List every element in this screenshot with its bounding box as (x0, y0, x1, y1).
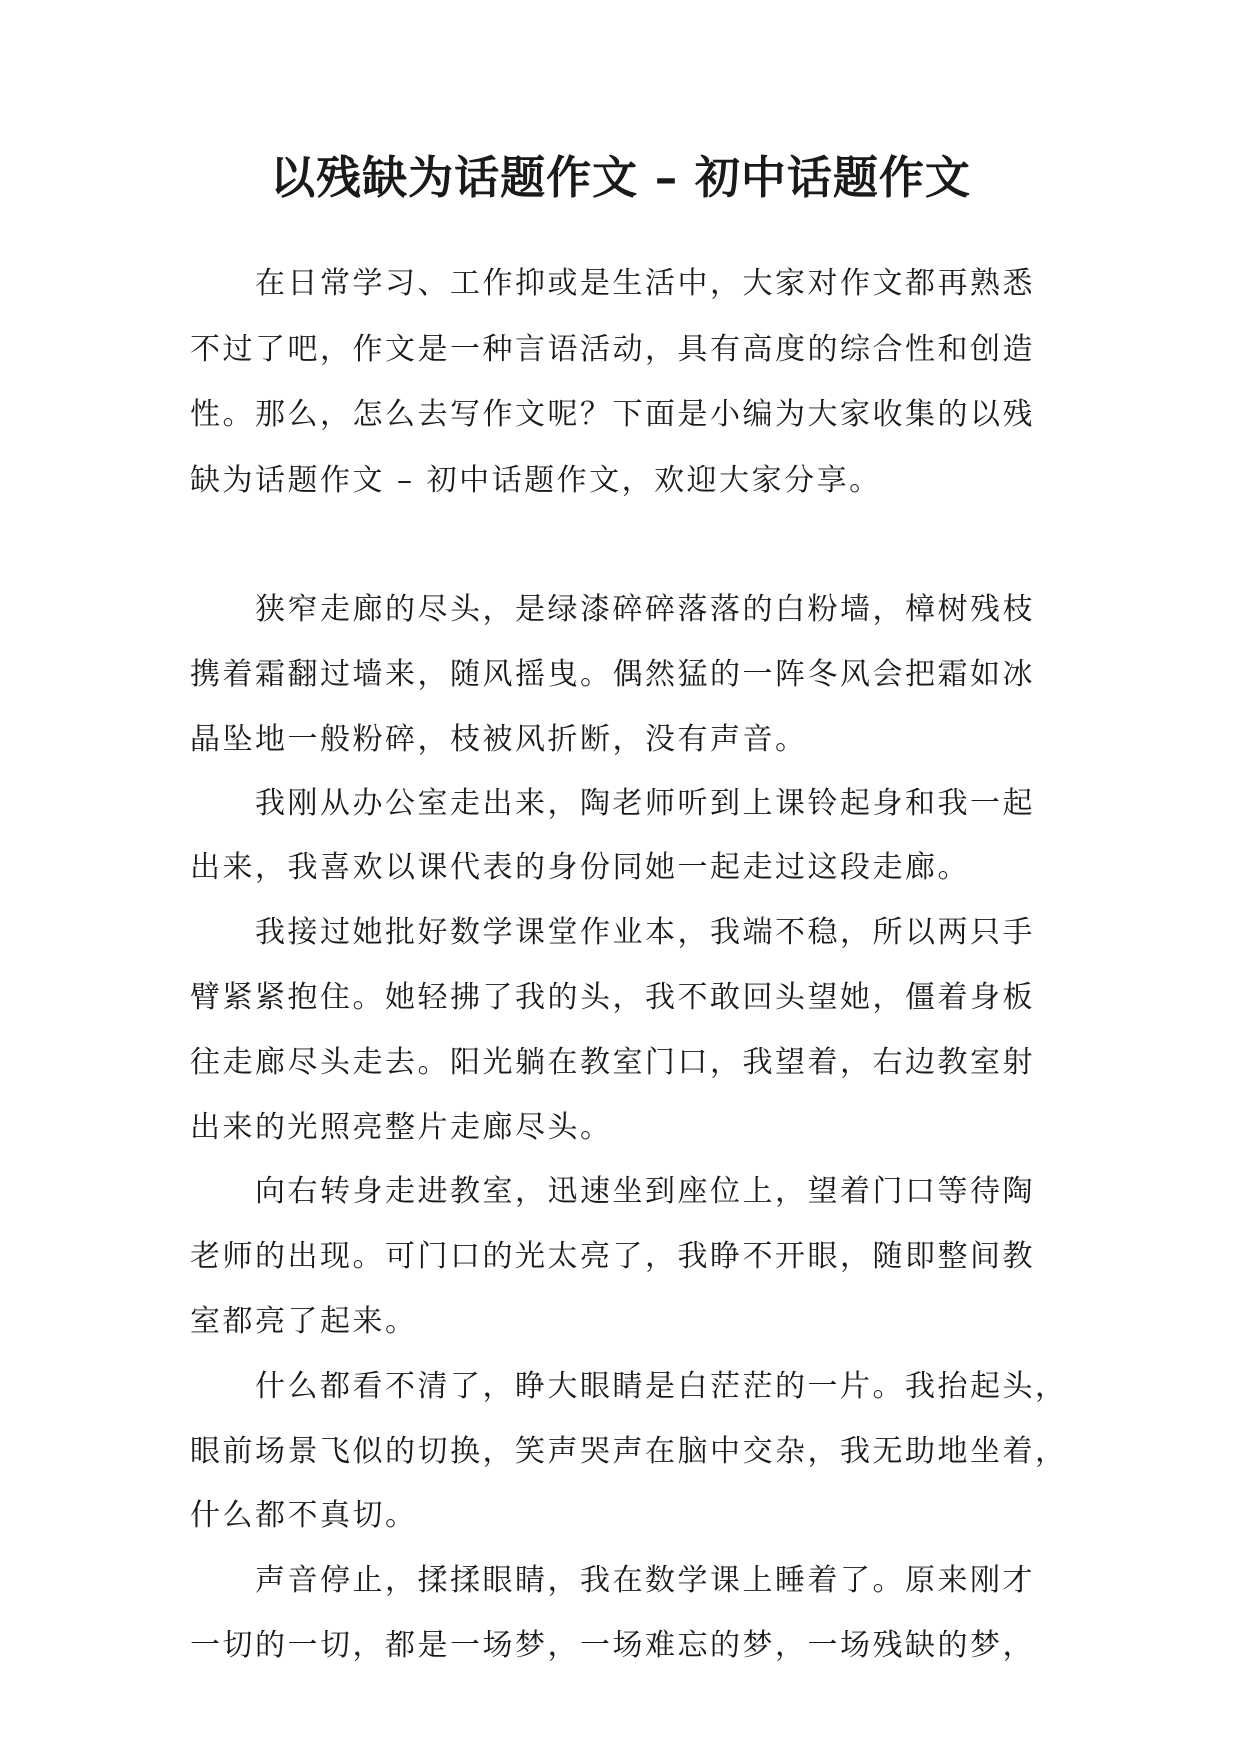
body-line: 性。那么，怎么去写作文呢？下面是小编为大家收集的以残 (190, 397, 1035, 432)
body-line: 声音停止，揉揉眼睛，我在数学课上睡着了。原来刚才 (190, 1563, 1035, 1598)
body-line: 什么都不真切。 (190, 1498, 418, 1533)
body-line: 携着霜翻过墙来，随风摇曳。偶然猛的一阵冬风会把霜如冰 (190, 657, 1035, 692)
body-line: 出来，我喜欢以课代表的身份同她一起走过这段走廊。 (190, 850, 970, 885)
body-line: 缺为话题作文 – 初中话题作文，欢迎大家分享。 (190, 463, 882, 498)
body-line: 什么都看不清了，睁大眼睛是白茫茫的一片。我抬起头， (190, 1369, 1068, 1404)
body-line: 室都亮了起来。 (190, 1304, 418, 1339)
body-line: 老师的出现。可门口的光太亮了，我睁不开眼，随即整间教 (190, 1239, 1035, 1274)
body-line: 向右转身走进教室，迅速坐到座位上，望着门口等待陶 (190, 1174, 1035, 1209)
body-line: 我接过她批好数学课堂作业本，我端不稳，所以两只手 (190, 915, 1035, 950)
body-line: 晶坠地一般粉碎，枝被风折断，没有声音。 (190, 722, 808, 757)
body-line: 不过了吧，作文是一种言语活动，具有高度的综合性和创造 (190, 332, 1035, 367)
body-line: 在日常学习、工作抑或是生活中，大家对作文都再熟悉 (190, 266, 1035, 301)
body-line: 狭窄走廊的尽头，是绿漆碎碎落落的白粉墙，樟树残枝 (190, 592, 1035, 627)
body-line: 眼前场景飞似的切换，笑声哭声在脑中交杂，我无助地坐着， (190, 1434, 1068, 1469)
body-line: 一切的一切，都是一场梦，一场难忘的梦，一场残缺的梦， (190, 1628, 1035, 1663)
body-line: 臂紧紧抱住。她轻拂了我的头，我不敢回头望她，僵着身板 (190, 980, 1035, 1015)
document-title: 以残缺为话题作文 – 初中话题作文 (270, 151, 971, 204)
body-line: 出来的光照亮整片走廊尽头。 (190, 1110, 613, 1145)
body-line: 我刚从办公室走出来，陶老师听到上课铃起身和我一起 (190, 786, 1035, 821)
body-line: 往走廊尽头走去。阳光躺在教室门口，我望着，右边教室射 (190, 1045, 1035, 1080)
